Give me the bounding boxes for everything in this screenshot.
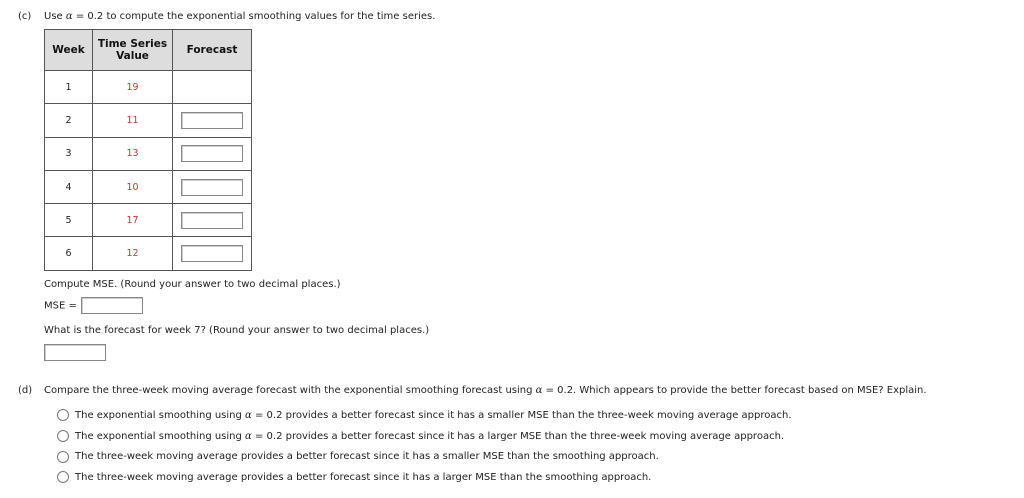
answer-option[interactable]	[57, 426, 792, 447]
part-c-text-pre: Use	[44, 11, 66, 22]
alpha-symbol: α	[245, 409, 252, 421]
forecast-cell	[173, 237, 252, 270]
forecast-week7-question: What is the forecast for week 7? (Round your answer to two decimal places.)	[44, 325, 430, 336]
part-c-question	[18, 11, 435, 22]
forecast-input-week-4[interactable]	[181, 179, 243, 196]
forecast-cell	[173, 170, 252, 203]
forecast-week7-input[interactable]	[44, 344, 106, 361]
forecast-week7-row	[44, 344, 106, 361]
mse-label: MSE =	[44, 300, 77, 312]
week-cell: 5	[45, 204, 93, 237]
value-cell: 10	[93, 170, 173, 203]
table-row	[45, 170, 252, 203]
mse-row	[44, 297, 143, 314]
forecast-input-week-6[interactable]	[181, 245, 243, 262]
table-row	[45, 204, 252, 237]
value-cell: 13	[93, 137, 173, 170]
option-text	[75, 431, 784, 442]
week-cell: 2	[45, 104, 93, 137]
answer-options	[57, 405, 792, 488]
option-text: The three-week moving average provides a better forecast since it has a smaller MSE than the smoothing approach.	[75, 451, 659, 463]
option-text-pre: The exponential smoothing using	[75, 430, 246, 442]
header-value-line1: Time Series	[97, 38, 168, 50]
header-week: Week	[45, 30, 93, 71]
table-header-row	[45, 30, 252, 71]
week-cell: 3	[45, 137, 93, 170]
radio-button[interactable]	[57, 430, 69, 442]
forecast-cell	[173, 104, 252, 137]
answer-option[interactable]	[57, 446, 792, 467]
answer-option[interactable]	[57, 405, 792, 426]
forecast-cell	[173, 137, 252, 170]
header-value-line2: Value	[116, 50, 149, 62]
header-forecast: Forecast	[173, 30, 252, 71]
radio-button[interactable]	[57, 409, 69, 421]
week-cell: 6	[45, 237, 93, 270]
table-row	[45, 71, 252, 104]
part-d-question	[18, 385, 927, 396]
table-row	[45, 137, 252, 170]
alpha-symbol: α	[65, 11, 73, 22]
answer-option[interactable]	[57, 467, 792, 488]
forecast-input-week-3[interactable]	[181, 145, 243, 162]
radio-button[interactable]	[57, 451, 69, 463]
part-c-label: (c)	[18, 11, 32, 22]
forecast-input-week-2[interactable]	[181, 112, 243, 129]
header-time-series-value	[93, 30, 173, 71]
forecast-input-week-5[interactable]	[181, 212, 243, 229]
value-cell: 19	[93, 71, 173, 104]
part-d-text-pre: Compare the three-week moving average forecast with the exponential smoothing forecast using	[44, 385, 536, 396]
table-row	[45, 104, 252, 137]
mse-input[interactable]	[81, 297, 143, 314]
alpha-symbol: α	[535, 385, 543, 396]
alpha-symbol: α	[245, 430, 252, 442]
option-text-post: = 0.2 provides a better forecast since it has a smaller MSE than the three-week moving average approach.	[251, 409, 792, 421]
option-text-pre: The exponential smoothing using	[75, 409, 246, 421]
week-cell: 4	[45, 170, 93, 203]
radio-button[interactable]	[57, 471, 69, 483]
week-cell: 1	[45, 71, 93, 104]
part-c-text	[44, 11, 435, 22]
part-d-label: (d)	[18, 385, 33, 396]
time-series-table	[44, 29, 252, 271]
forecast-cell-empty	[173, 71, 252, 104]
part-d-text-post: = 0.2. Which appears to provide the better forecast based on MSE? Explain.	[542, 385, 927, 396]
value-cell: 11	[93, 104, 173, 137]
mse-question: Compute MSE. (Round your answer to two decimal places.)	[44, 279, 341, 290]
table-row	[45, 237, 252, 270]
value-cell: 17	[93, 204, 173, 237]
option-text: The three-week moving average provides a better forecast since it has a larger MSE than the smoothing approach.	[75, 471, 652, 483]
option-text	[75, 410, 792, 421]
value-cell: 12	[93, 237, 173, 270]
forecast-cell	[173, 204, 252, 237]
part-c-text-post: = 0.2 to compute the exponential smoothing values for the time series.	[72, 11, 436, 22]
option-text-post: = 0.2 provides a better forecast since it has a larger MSE than the three-week moving average approach.	[251, 430, 785, 442]
